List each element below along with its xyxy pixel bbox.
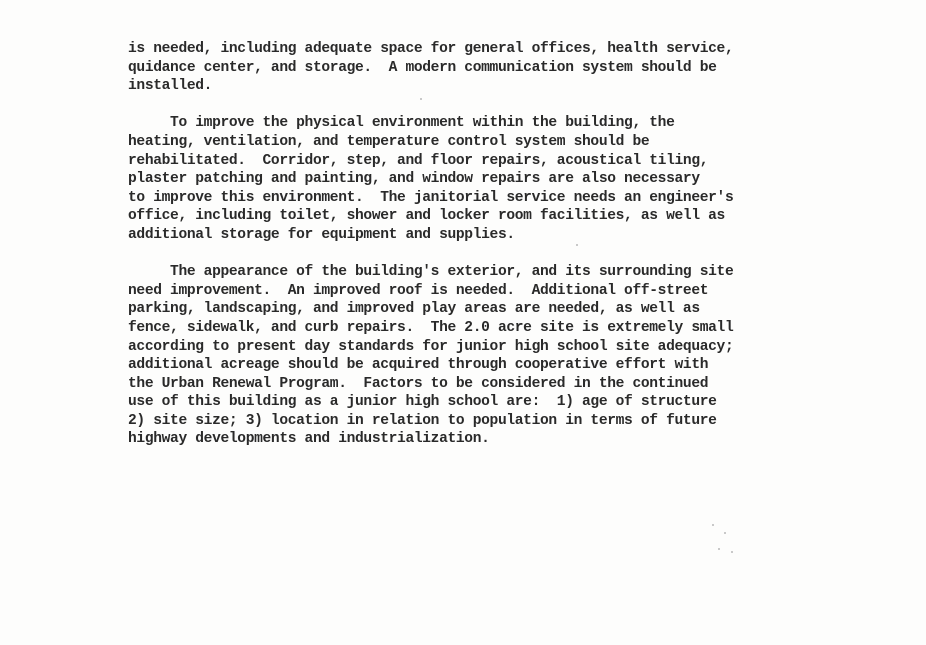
text-line: highway developments and industrialization.	[128, 431, 490, 448]
text-line: additional storage for equipment and supplies.	[128, 226, 515, 243]
text-line: installed.	[128, 78, 213, 95]
text-line: office, including toilet, shower and locker room facilities, as well as	[128, 208, 725, 225]
paragraph-physical-environment	[128, 114, 808, 244]
text-line: plaster patching and painting, and window repairs are also necessary	[128, 171, 700, 188]
typewritten-text	[128, 40, 808, 449]
paragraph-gap	[128, 96, 808, 115]
text-line: need improvement. An improved roof is needed. Additional off-street	[128, 282, 709, 299]
text-line: 2) site size; 3) location in relation to population in terms of future	[128, 412, 717, 429]
text-line: to improve this environment. The janitorial service needs an engineer's	[128, 189, 734, 206]
scan-speck	[731, 551, 733, 553]
scan-speck	[712, 524, 714, 526]
text-line: rehabilitated. Corridor, step, and floor repairs, acoustical tiling,	[128, 152, 709, 169]
text-line: the Urban Renewal Program. Factors to be considered in the continued	[128, 375, 709, 392]
text-line: parking, landscaping, and improved play areas are needed, as well as	[128, 301, 700, 318]
scan-speck	[718, 548, 720, 550]
paragraph-exterior-and-site	[128, 263, 808, 449]
text-line: fence, sidewalk, and curb repairs. The 2.0 acre site is extremely small	[128, 319, 734, 336]
text-line: To improve the physical environment within the building, the	[128, 115, 675, 132]
text-line: heating, ventilation, and temperature control system should be	[128, 133, 650, 150]
text-line: is needed, including adequate space for general offices, health service,	[128, 41, 734, 57]
text-line: The appearance of the building's exterior, and its surrounding site	[128, 264, 734, 281]
text-line: additional acreage should be acquired through cooperative effort with	[128, 357, 709, 374]
text-line: according to present day standards for junior high school site adequacy;	[128, 338, 734, 355]
paragraph-gap	[128, 245, 808, 264]
text-line: quidance center, and storage. A modern communication system should be	[128, 59, 717, 76]
text-line: use of this building as a junior high school are: 1) age of structure	[128, 394, 717, 411]
scan-speck	[724, 532, 726, 534]
scan-speck	[576, 244, 578, 246]
scan-speck	[420, 98, 422, 100]
paragraph-facilities	[128, 40, 808, 96]
